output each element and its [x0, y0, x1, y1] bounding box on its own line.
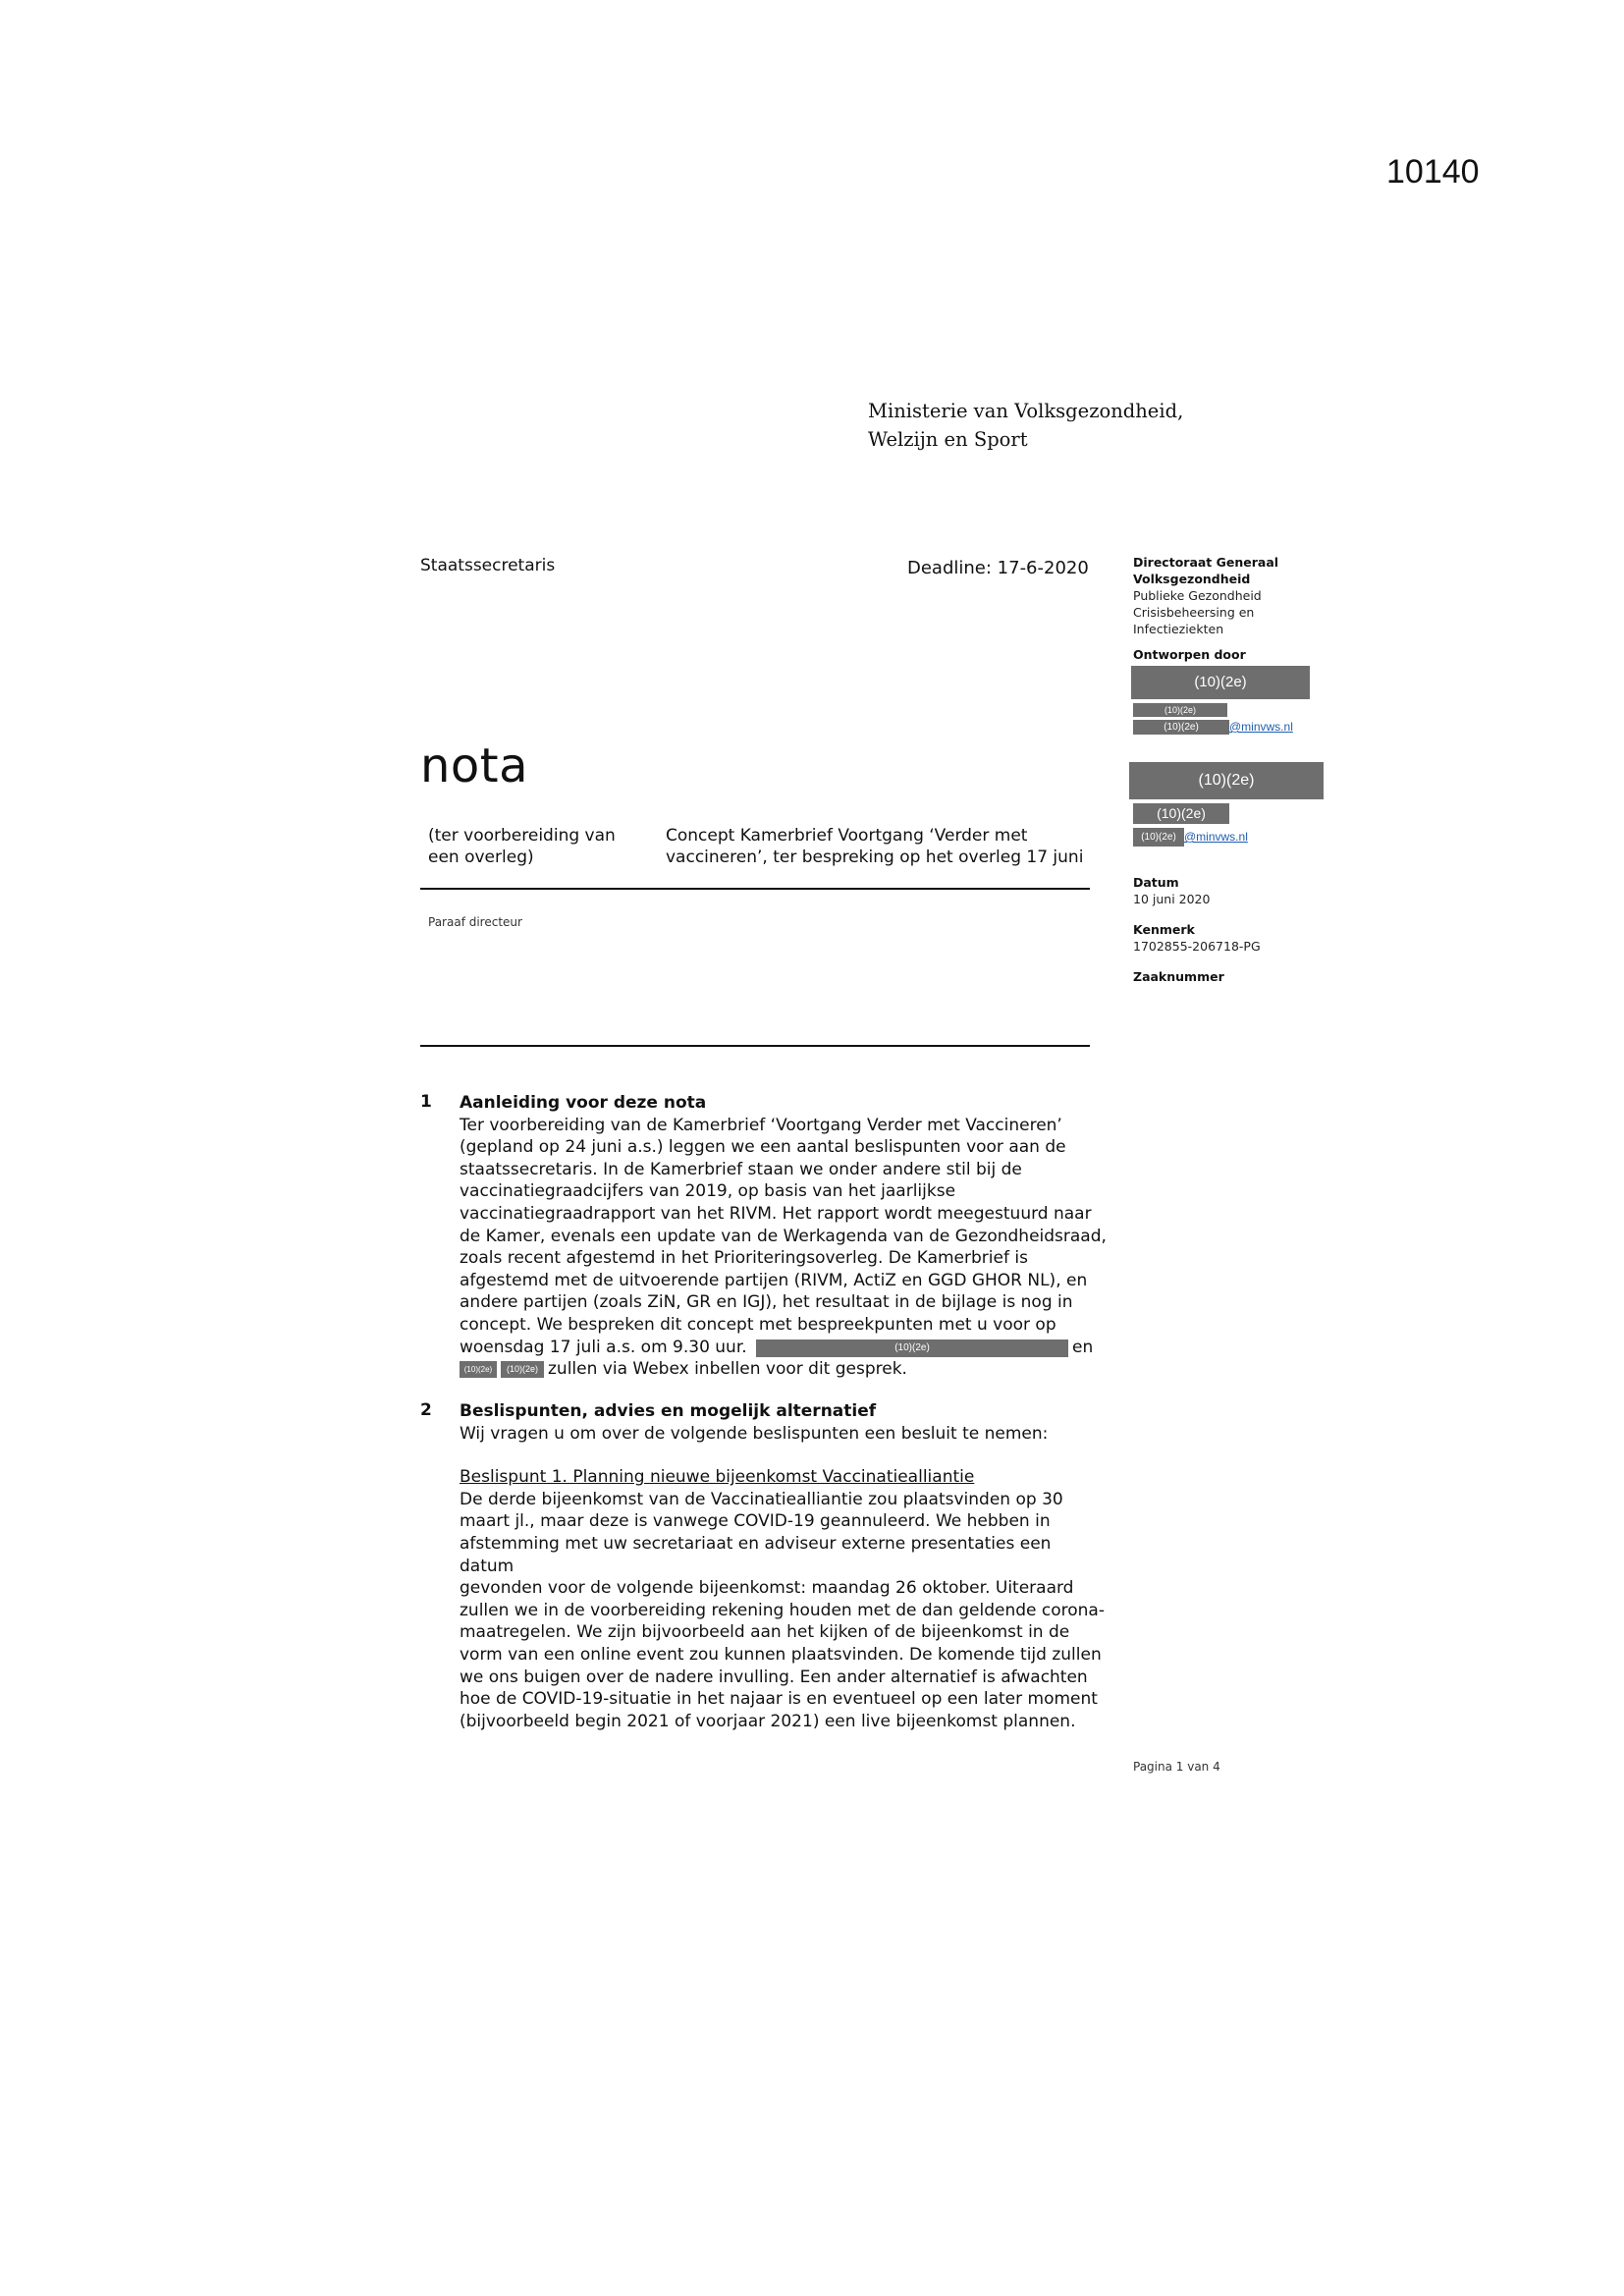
section-2 [460, 1400, 1108, 1732]
sidebar-directorate [1133, 554, 1278, 637]
dept-line-3: Infectieziekten [1133, 622, 1224, 636]
reference-label: Kenmerk [1133, 922, 1195, 937]
email-link[interactable]: @minvws.nl [1229, 720, 1293, 734]
paragraph-line: zoals recent afgestemd in het Prioriteringsoverleg. De Kamerbrief is [460, 1248, 1028, 1269]
paragraph-line: gevonden voor de volgende bijeenkomst: maandag 26 oktober. Uiteraard [460, 1578, 1074, 1599]
redaction-block: (10)(2e) [1131, 666, 1310, 699]
section-number: 1 [420, 1092, 432, 1112]
date-label: Datum [1133, 875, 1179, 890]
date-value: 10 juni 2020 [1133, 892, 1211, 906]
redaction-block: (10)(2e) [1129, 762, 1324, 799]
paragraph-line: vaccinatiegraadrapport van het RIVM. Het rapport wordt meegestuurd naar [460, 1203, 1092, 1224]
reference-value: 1702855-206718-PG [1133, 939, 1261, 954]
subject [666, 825, 1098, 868]
paragraph-line: concept. We bespreken dit concept met bespreekpunten met u voor op [460, 1314, 1056, 1335]
conjunction: en [1072, 1337, 1094, 1357]
deadline: Deadline: 17-6-2020 [907, 558, 1089, 578]
paragraph-line: Wij vragen u om over de volgende beslispunten een besluit te nemen: [460, 1423, 1049, 1444]
dept-line-2: Crisisbeheersing en [1133, 605, 1255, 620]
ministry-line-2: Welzijn en Sport [868, 428, 1028, 451]
paragraph-line: vorm van een online event zou kunnen plaatsvinden. De komende tijd zullen [460, 1644, 1102, 1665]
section-number: 2 [420, 1400, 432, 1420]
paragraph-line: De derde bijeenkomst van de Vaccinatiealliantie zou plaatsvinden op 30 [460, 1489, 1063, 1509]
paragraph-line: de Kamer, evenals een update van de Werkagenda van de Gezondheidsraad, [460, 1226, 1107, 1246]
webex-note: zullen via Webex inbellen voor dit gesprek. [548, 1359, 907, 1380]
email-link[interactable]: @minvws.nl [1184, 830, 1248, 844]
section-title: Aanleiding voor deze nota [460, 1093, 707, 1113]
paragraph-line: zullen we in de voorbereiding rekening houden met de dan geldende corona- [460, 1600, 1105, 1620]
paragraph-line: hoe de COVID-19-situatie in het najaar is en eventueel op een later moment [460, 1689, 1098, 1710]
section-1 [460, 1092, 1108, 1381]
paragraph-line: afstemming met uw secretariaat en adviseur externe presentaties een datum [460, 1533, 1052, 1576]
redaction-block: (10)(2e) [460, 1361, 497, 1378]
purpose-line-1: (ter voorbereiding van [428, 826, 616, 846]
dept-line-1: Publieke Gezondheid [1133, 588, 1262, 603]
case-number-label: Zaaknummer [1133, 969, 1224, 984]
page-number: Pagina 1 van 4 [1133, 1760, 1220, 1774]
designed-by-label: Ontworpen door [1133, 647, 1246, 662]
paragraph-line: afgestemd met de uitvoerende partijen (RIVM, ActiZ en GGD GHOR NL), en [460, 1270, 1088, 1290]
paragraph-line: (gepland op 24 juni a.s.) leggen we een aantal beslispunten voor aan de [460, 1137, 1066, 1158]
redaction-block: (10)(2e) [1133, 828, 1184, 847]
ministry-line-1: Ministerie van Volksgezondheid, [868, 400, 1184, 422]
decision-point-title: Beslispunt 1. Planning nieuwe bijeenkomst Vaccinatiealliantie [460, 1467, 975, 1488]
directorate-line-1: Directoraat Generaal [1133, 555, 1279, 570]
paragraph-line: maatregelen. We zijn bijvoorbeeld aan het kijken of de bijeenkomst in de [460, 1622, 1070, 1643]
paragraph-line [460, 1337, 1108, 1359]
directorate-line-2: Volksgezondheid [1133, 572, 1251, 586]
ministry-name [868, 397, 1183, 454]
redaction-block: (10)(2e) [1133, 803, 1229, 824]
paragraph-line: andere partijen (zoals ZiN, GR en IGJ), het resultaat in de bijlage is nog in [460, 1292, 1073, 1313]
paragraph-line: maart jl., maar deze is vanwege COVID-19 geannuleerd. We hebben in [460, 1511, 1051, 1532]
redaction-block: (10)(2e) [501, 1361, 544, 1378]
paragraph-line: staatssecretaris. In de Kamerbrief staan we onder andere stil bij de [460, 1159, 1022, 1179]
subject-line-2: vaccineren’, ter bespreking op het overleg 17 juni [666, 847, 1084, 867]
divider [420, 1045, 1090, 1047]
paragraph-line [460, 1358, 1108, 1381]
subject-line-1: Concept Kamerbrief Voortgang ‘Verder met [666, 826, 1028, 846]
paraaf-label: Paraaf directeur [428, 915, 522, 929]
redaction-block: (10)(2e) [1133, 703, 1227, 717]
redaction-block: (10)(2e) [1133, 720, 1229, 735]
paragraph-line: we ons buigen over de nadere invulling. Een ander alternatief is afwachten [460, 1667, 1088, 1687]
purpose [428, 825, 654, 868]
meeting-time: woensdag 17 juli a.s. om 9.30 uur. [460, 1337, 747, 1357]
paragraph-line: (bijvoorbeeld begin 2021 of voorjaar 2021) een live bijeenkomst plannen. [460, 1711, 1076, 1731]
document-heading: nota [420, 738, 529, 793]
purpose-line-2: een overleg) [428, 847, 534, 867]
paragraph-line: vaccinatiegraadcijfers van 2019, op basis van het jaarlijkse [460, 1181, 956, 1202]
redaction-block: (10)(2e) [756, 1339, 1068, 1357]
divider [420, 888, 1090, 890]
addressee: Staatssecretaris [420, 556, 556, 575]
document-number: 10140 [1386, 153, 1480, 191]
paragraph-line: Ter voorbereiding van de Kamerbrief ‘Voortgang Verder met Vaccineren’ [460, 1115, 1062, 1135]
section-title: Beslispunten, advies en mogelijk alternatief [460, 1401, 877, 1421]
